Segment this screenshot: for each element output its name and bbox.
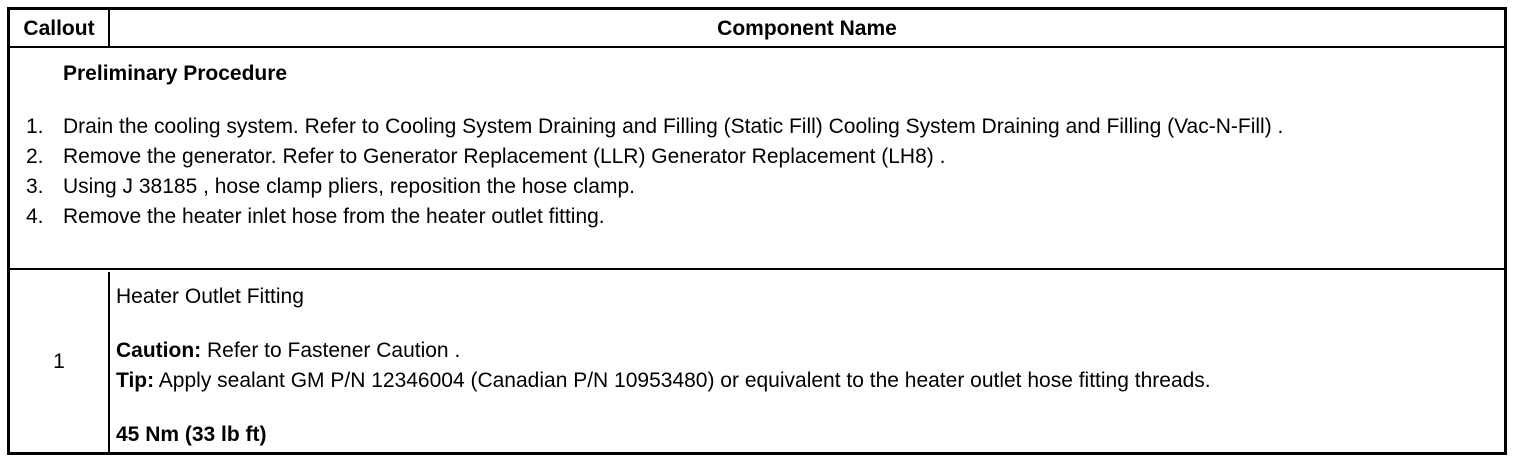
caution-text: Refer to Fastener Caution .: [201, 339, 461, 362]
column-divider: [108, 272, 110, 452]
torque-spec: 45 Nm (33 lb ft): [116, 423, 267, 446]
tip-label: Tip:: [116, 369, 155, 392]
component-name-column-header: Component Name: [717, 17, 897, 40]
step-number: 1.: [26, 115, 44, 138]
component-details: [116, 282, 1211, 450]
step-number: 4.: [26, 205, 44, 228]
callout-number: 1: [53, 350, 65, 373]
step-text: Remove the heater inlet hose from the heater outlet fitting.: [63, 205, 605, 228]
caution-label: Caution:: [116, 339, 202, 362]
component-name: Heater Outlet Fitting: [116, 285, 304, 308]
caution-line: [116, 336, 1211, 366]
step-text: Remove the generator. Refer to Generator Replacement (LLR) Generator Replacement (LH8) .: [63, 145, 946, 168]
tip-text: Apply sealant GM P/N 12346004 (Canadian P/N 10953480) or equivalent to the heater outlet hose fitting threads.: [154, 369, 1211, 392]
preliminary-procedure-row: [10, 48, 1504, 270]
table-row: [10, 272, 1504, 452]
list-item: [10, 112, 1443, 142]
procedure-table: [7, 7, 1507, 455]
list-item: [10, 172, 1443, 202]
list-item: [10, 202, 1443, 232]
step-text: Using J 38185 , hose clamp pliers, reposition the hose clamp.: [63, 175, 635, 198]
preliminary-procedure-title: Preliminary Procedure: [63, 62, 288, 85]
step-number: 3.: [26, 175, 44, 198]
preliminary-steps-list: [10, 112, 1443, 232]
list-item: [10, 142, 1443, 172]
step-number: 2.: [26, 145, 44, 168]
callout-column-header: Callout: [23, 17, 95, 40]
tip-line: [116, 366, 1211, 396]
table-header-row: [10, 10, 1504, 48]
step-text: Drain the cooling system. Refer to Cooling System Draining and Filling (Static Fill) Cooling System Draining and Filling (Vac-N-Fill) .: [63, 115, 1284, 138]
